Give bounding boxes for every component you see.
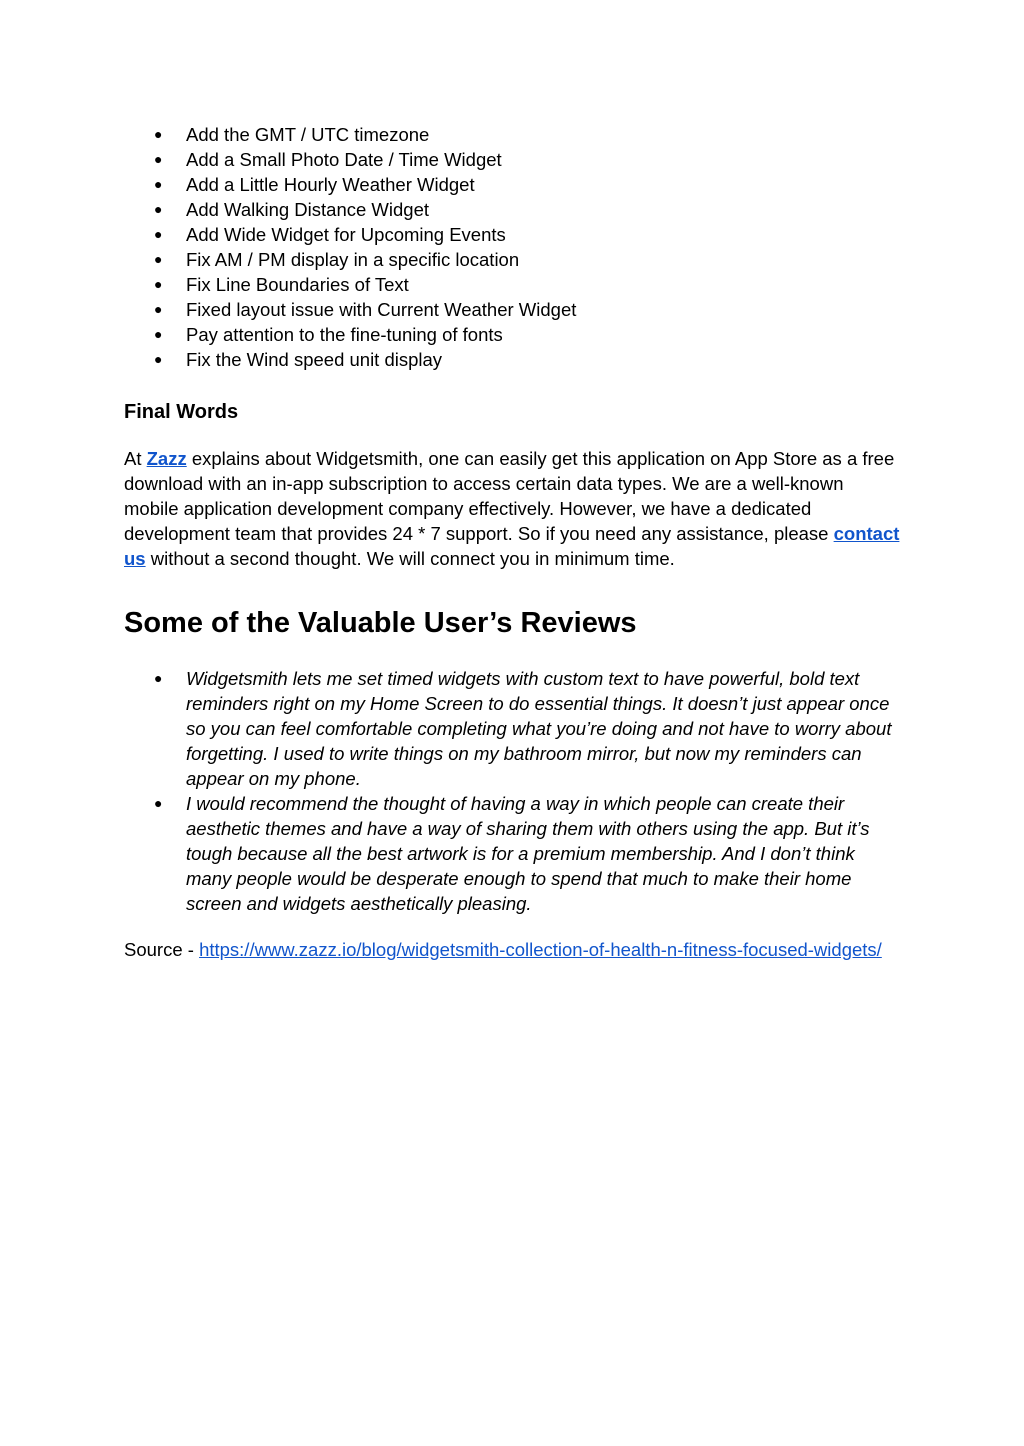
bullet-icon: ●: [154, 351, 163, 367]
bullet-icon: ●: [154, 795, 163, 811]
final-words-heading: Final Words: [124, 401, 239, 423]
bullet-icon: ●: [154, 276, 163, 292]
review-item: ● I would recommend the thought of having a way in which people can create their aesthetic themes and have a way of sharing them with others using the app. But it’s tough because all the best artwork is for a premium membership. And I don’t think many people would be desperate enough to spend that much to make their home screen and widgets aesthetically pleasing.: [154, 793, 870, 914]
bullet-icon: ●: [154, 201, 163, 217]
bullet-icon: ●: [154, 176, 163, 192]
final-words-paragraph: At Zazz explains about Widgetsmith, one can easily get this application on App Store as a free download with an in-app subscription to access certain data types. We are a well-known mobile application development company effectively. However, we have a dedicated development team that provides 24 * 7 support. So if you need any assistance, please contact us without a second thought. We will connect you in minimum time.: [124, 448, 900, 569]
review-item: ● Widgetsmith lets me set timed widgets with custom text to have powerful, bold text reminders right on my Home Screen to do essential things. It doesn’t just appear once so you can feel comfortable completing what you’re doing and not have to worry about forgetting. I used to write things on my bathroom mirror, but now my reminders can appear on my phone.: [154, 668, 892, 789]
bullet-icon: ●: [154, 226, 163, 242]
update-list: [124, 122, 902, 372]
list-item: ● Pay attention to the fine-tuning of fonts: [154, 324, 503, 345]
bullet-icon: ●: [154, 326, 163, 342]
list-item: ● Add a Little Hourly Weather Widget: [154, 174, 475, 195]
source-line: Source - https://www.zazz.io/blog/widgetsmith-collection-of-health-n-fitness-focused-widgets/: [124, 939, 882, 960]
list-item: ● Fix the Wind speed unit display: [154, 349, 443, 370]
contact-us-link[interactable]: contact us: [124, 523, 900, 569]
list-item: ● Add the GMT / UTC timezone: [154, 124, 430, 145]
source-link[interactable]: https://www.zazz.io/blog/widgetsmith-collection-of-health-n-fitness-focused-widgets/: [199, 939, 882, 960]
list-item: ● Add a Small Photo Date / Time Widget: [154, 149, 502, 170]
bullet-icon: ●: [154, 301, 163, 317]
document-page: [124, 122, 902, 962]
bullet-icon: ●: [154, 151, 163, 167]
bullet-icon: ●: [154, 126, 163, 142]
list-item: ● Add Walking Distance Widget: [154, 199, 430, 220]
reviews-heading: Some of the Valuable User’s Reviews: [124, 607, 637, 639]
list-item: ● Add Wide Widget for Upcoming Events: [154, 224, 506, 245]
list-item: ● Fix AM / PM display in a specific location: [154, 249, 520, 270]
list-item: ● Fixed layout issue with Current Weather Widget: [154, 299, 577, 320]
reviews-list: [124, 666, 902, 916]
bullet-icon: ●: [154, 670, 163, 686]
list-item: ● Fix Line Boundaries of Text: [154, 274, 409, 295]
bullet-icon: ●: [154, 251, 163, 267]
zazz-link[interactable]: Zazz: [146, 448, 187, 469]
